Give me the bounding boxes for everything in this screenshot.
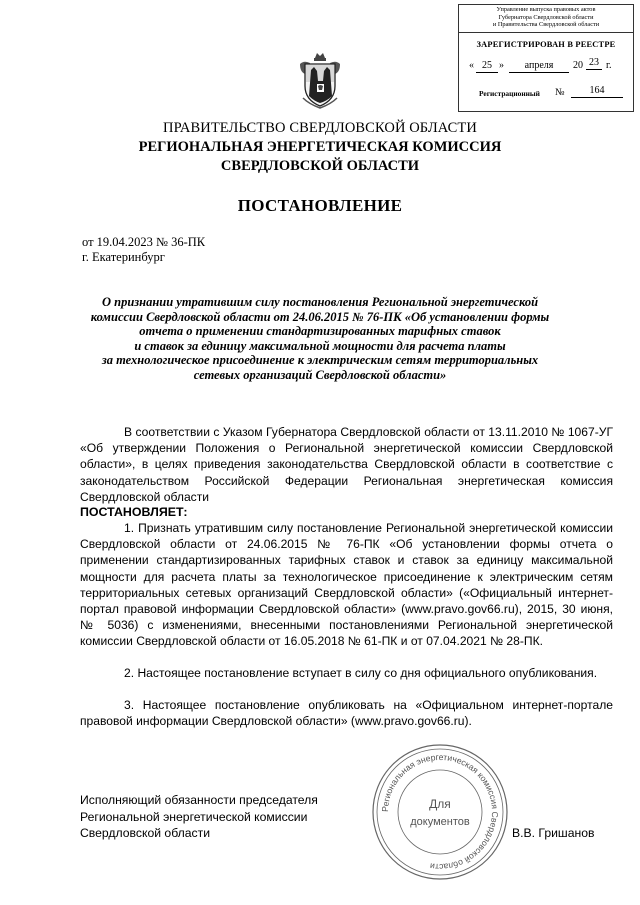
registry-quote-open: «	[469, 60, 474, 71]
registry-header-line: Управление выпуска правовых актов	[496, 6, 596, 13]
document-subject	[78, 295, 562, 383]
commission-title: РЕГИОНАЛЬНАЯ ЭНЕРГЕТИЧЕСКАЯ КОМИССИЯ	[138, 139, 502, 155]
registry-title: ЗАРЕГИСТРИРОВАН В РЕЕСТРЕ	[476, 40, 616, 49]
registry-date	[469, 57, 629, 74]
subject-line: за технологическое присоединение к электрическим сетям территориальных	[101, 353, 539, 368]
signer-position-line: Исполняющий обязанности председателя	[80, 793, 318, 807]
subject-line: и ставок за единицу максимальной мощности для расчета платы	[134, 338, 506, 353]
registry-year-suffix: 23	[586, 57, 602, 70]
registry-day: 25	[476, 60, 498, 73]
official-stamp	[370, 742, 510, 882]
stamp-ring-text: Региональная энергетическая комиссия Свердловской области	[379, 751, 501, 873]
document-city: г. Екатеринбург	[82, 250, 165, 264]
registry-year-end: г.	[606, 60, 612, 71]
decree-item-2: 2. Настоящее постановление вступает в силу со дня официального опубликования.	[124, 666, 598, 680]
coat-of-arms-emblem	[297, 52, 343, 110]
government-title: ПРАВИТЕЛЬСТВО СВЕРДЛОВСКОЙ ОБЛАСТИ	[163, 120, 477, 136]
document-date-number: от 19.04.2023 № 36-ПК	[82, 235, 206, 249]
signer-name: В.В. Гришанов	[512, 826, 595, 840]
registry-number-sign: №	[555, 87, 565, 98]
registry-header-line: и Правительства Свердловской области	[492, 21, 600, 28]
subject-line: О признании утратившим силу постановления Региональной энергетической	[101, 295, 539, 309]
registry-number-label: Регистрационный	[479, 89, 540, 98]
stamp-center-line1: Для	[429, 797, 451, 811]
subject-line: комиссии Свердловской области от 24.06.2015 № 76-ПК «Об установлении формы	[90, 309, 550, 324]
decree-verb: ПОСТАНОВЛЯЕТ:	[80, 505, 188, 519]
registry-number: 164	[571, 85, 623, 98]
registry-year-prefix: 20	[573, 60, 583, 71]
commission-region: СВЕРДЛОВСКОЙ ОБЛАСТИ	[220, 158, 420, 174]
registry-box	[458, 4, 634, 112]
stamp-center-line2: документов	[410, 816, 470, 828]
subject-line: отчета о применении стандартизированных тарифных ставок	[139, 324, 501, 339]
registry-quote-close: »	[499, 60, 504, 71]
intro-paragraph: В соответствии с Указом Губернатора Свердловской области от 13.11.2010 № 1067-УГ «Об утверждении Положения о Региональной энергетической комиссии Свердловской области», в целях приведения законодательства Свердловской области в соответствие с законодательством Российской Федерации Региональная энергетическая комиссия Свердловской области	[80, 425, 613, 504]
signer-position	[80, 792, 318, 842]
subject-line: сетевых организаций Свердловской области»	[193, 367, 447, 382]
signer-position-line: Свердловской области	[80, 826, 211, 840]
document-type: ПОСТАНОВЛЕНИЕ	[237, 196, 403, 215]
registry-header-line: Губернатора Свердловской области	[498, 13, 594, 21]
decree-item-3: 3. Настоящее постановление опубликовать на «Официальном интернет-портале правовой информации Свердловской области» (www.pravo.gov66.ru).	[80, 698, 613, 729]
registry-number-row	[479, 87, 639, 101]
signer-position-line: Региональной энергетической комиссии	[80, 809, 308, 824]
decree-item-1: 1. Признать утратившим силу постановление Региональной энергетической комиссии Свердловской области от 24.06.2015 № 76-ПК «Об установлении формы отчета о применении стандартизированных тарифных ставок и ставок за единицу максимальной мощности для расчета платы за технологическое присоединение к электрическим сетям территориальных сетевых организаций Свердловской области» («Официальный интернет-портал правовой информации Свердловской области» (www.pravo.gov66.ru), 2015, 30 июня, № 5036) с изменениями, внесенными постановлениями Региональной энергетической комиссии Свердловской области от 16.05.2018 № 61-ПК и от 07.04.2021 № 28-ПК.	[80, 521, 613, 649]
registry-header	[459, 5, 633, 33]
registry-month: апреля	[509, 60, 569, 73]
